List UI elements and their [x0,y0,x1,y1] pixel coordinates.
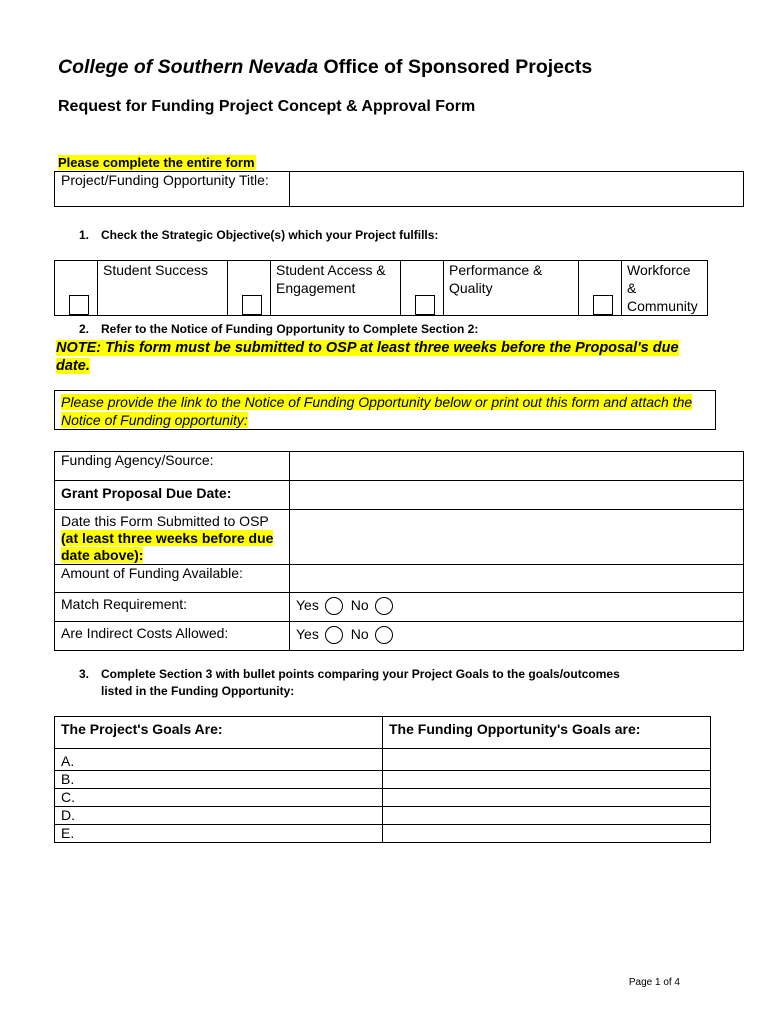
student-success-checkbox[interactable] [69,295,89,315]
match-yes-label: Yes [296,597,319,613]
student-access-checkbox[interactable] [242,295,262,315]
strategic-objectives-table [54,260,708,316]
funding-goal-c[interactable] [383,789,711,807]
project-goal-d[interactable]: D. [55,807,383,825]
indirect-no-label: No [350,626,369,642]
project-goal-c[interactable]: C. [55,789,383,807]
match-requirement-options [290,593,744,622]
project-goals-header: The Project's Goals Are: [55,717,383,749]
objective-label: Student Success [98,261,228,316]
form-subtitle: Request for Funding Project Concept & Approval Form [58,98,476,115]
link-instruction: Please provide the link to the Notice of Funding Opportunity below or print out this form and attach the Notice of Funding opportunity: [61,394,693,428]
funding-goal-a[interactable] [383,749,711,771]
date-submitted-field[interactable] [290,510,744,565]
funding-goal-b[interactable] [383,771,711,789]
objective-checkbox-cell [228,261,271,316]
project-title-field[interactable] [290,172,744,207]
objective-checkbox-cell [579,261,622,316]
project-title-label: Project/Funding Opportunity Title: [55,172,290,207]
funding-details-table [54,451,744,651]
objective-checkbox-cell [55,261,98,316]
due-date-field[interactable] [290,481,744,510]
objective-label: Workforce & Community [622,261,708,316]
project-goal-b[interactable]: B. [55,771,383,789]
page-number: Page 1 of 4 [628,977,680,988]
funding-link-box[interactable] [54,390,716,430]
match-no-label: No [350,597,369,613]
complete-form-instruction: Please complete the entire form [58,155,255,170]
page-title [58,56,592,79]
funding-goal-e[interactable] [383,825,711,843]
workforce-community-checkbox[interactable] [593,295,613,315]
funding-agency-label: Funding Agency/Source: [55,452,290,481]
funding-goal-d[interactable] [383,807,711,825]
college-name: College of Southern Nevada [58,56,319,78]
date-submitted-label: Date this Form Submitted to OSP (at least three weeks before due date above): [55,510,290,565]
goals-comparison-table [54,716,711,843]
funding-agency-field[interactable] [290,452,744,481]
amount-field[interactable] [290,565,744,593]
indirect-yes-radio[interactable] [325,626,343,644]
indirect-yes-label: Yes [296,626,319,642]
performance-quality-checkbox[interactable] [415,295,435,315]
indirect-costs-label: Are Indirect Costs Allowed: [55,622,290,651]
project-title-table [54,171,744,207]
project-goal-e[interactable]: E. [55,825,383,843]
match-yes-radio[interactable] [325,597,343,615]
amount-label: Amount of Funding Available: [55,565,290,593]
project-goal-a[interactable]: A. [55,749,383,771]
objective-checkbox-cell [401,261,444,316]
office-name: Office of Sponsored Projects [323,56,593,78]
section-2-heading: 2. Refer to the Notice of Funding Opportunity to Complete Section 2: [79,322,479,336]
section-3-heading: 3. Complete Section 3 with bullet points comparing your Project Goals to the goals/outcomes listed in the Funding Opportunity: [79,667,620,698]
match-no-radio[interactable] [375,597,393,615]
indirect-no-radio[interactable] [375,626,393,644]
funding-goals-header: The Funding Opportunity's Goals are: [383,717,711,749]
indirect-costs-options [290,622,744,651]
submission-note: NOTE: This form must be submitted to OSP at least three weeks before the Proposal's due date. [56,340,679,374]
objective-label: Performance & Quality [444,261,579,316]
match-requirement-label: Match Requirement: [55,593,290,622]
section-1-heading: 1. Check the Strategic Objective(s) which your Project fulfills: [79,228,439,242]
objective-label: Student Access & Engagement [271,261,401,316]
due-date-label: Grant Proposal Due Date: [55,481,290,510]
